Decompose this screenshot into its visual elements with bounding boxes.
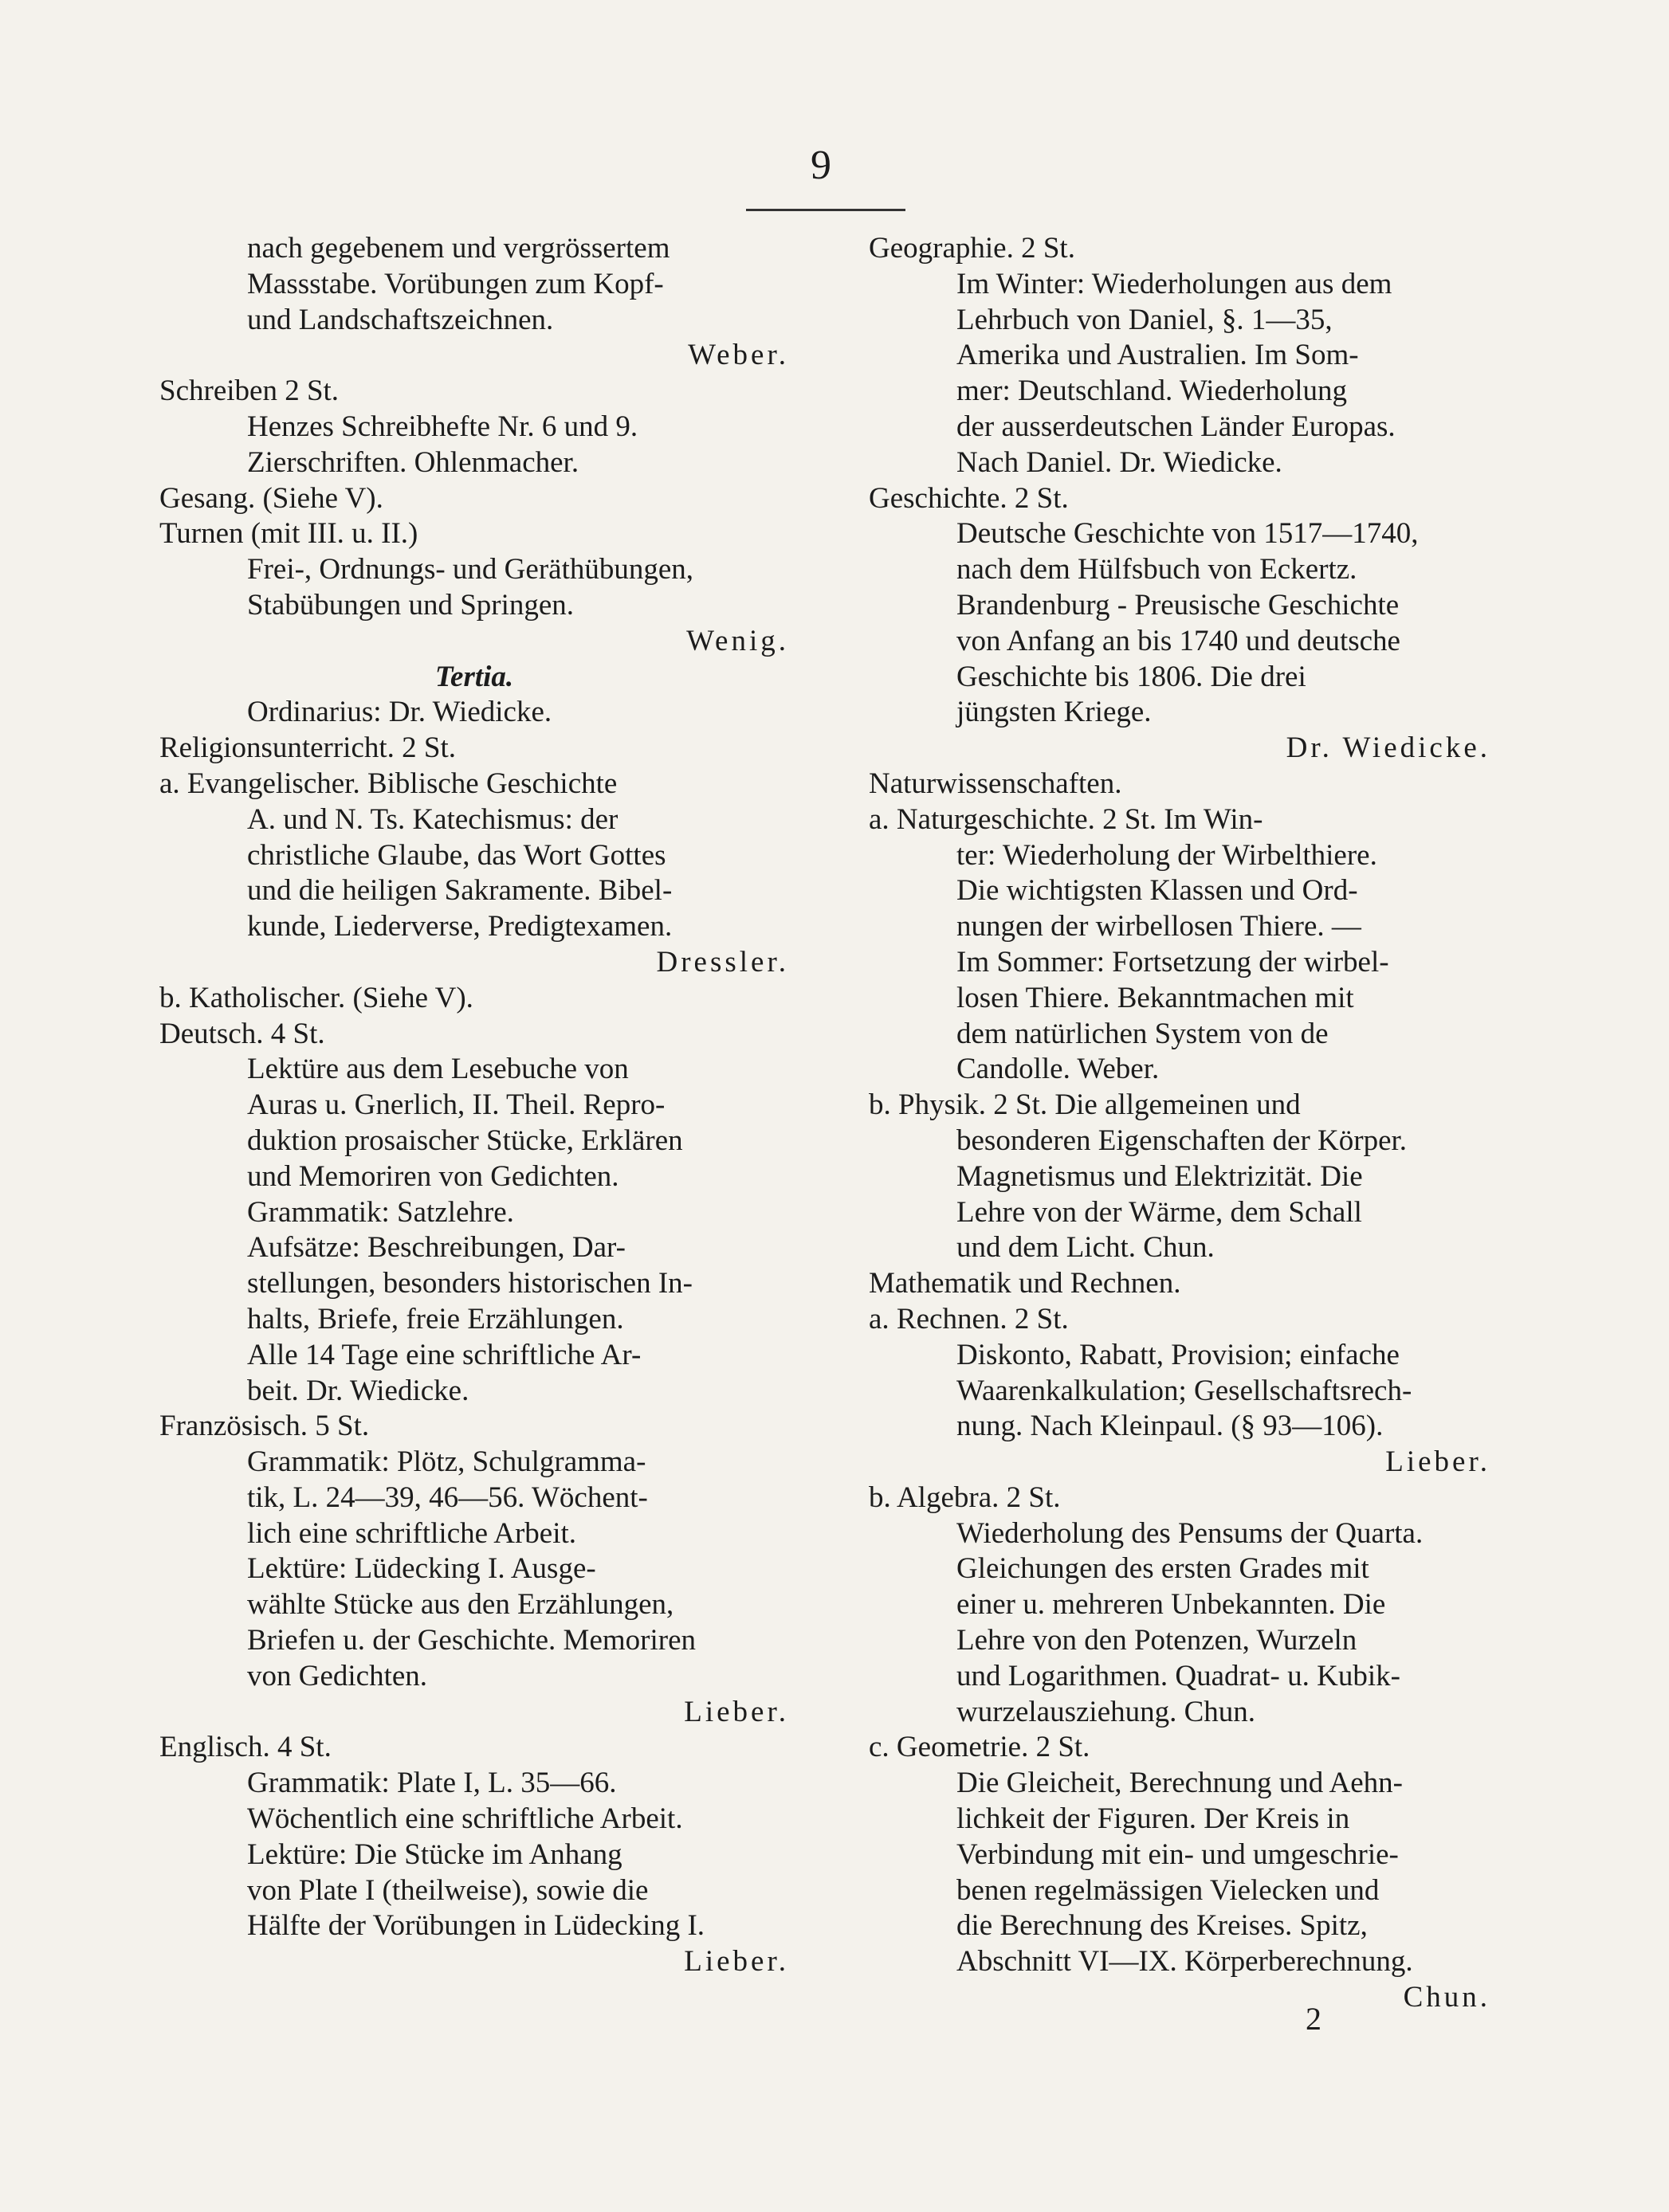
text-line: einer u. mehreren Unbekannten. Die (956, 1588, 1386, 1622)
text-line: b. Algebra. 2 St. (869, 1481, 1061, 1514)
text-line: Lektüre: Lüdecking I. Ausge- (247, 1552, 596, 1586)
text-line: kunde, Liederverse, Predigtexamen. (247, 910, 673, 943)
text-line: Abschnitt VI—IX. Körperberechnung. (956, 1945, 1413, 1979)
text-line: halts, Briefe, freie Erzählungen. (247, 1302, 624, 1335)
text-line: A. und N. Ts. Katechismus: der (247, 802, 619, 836)
text-line: ter: Wiederholung der Wirbelthiere. (956, 838, 1377, 872)
text-line: nung. Nach Kleinpaul. (§ 93—106). (956, 1410, 1384, 1443)
text-line: Diskonto, Rabatt, Provision; einfache (956, 1338, 1400, 1371)
text-line: Lieber. (684, 1945, 789, 1979)
signature-mark: 2 (1306, 2001, 1321, 2037)
text-line: Mathematik und Rechnen. (869, 1267, 1181, 1300)
text-line: Geschichte bis 1806. Die drei (956, 660, 1306, 693)
text-line: Henzes Schreibhefte Nr. 6 und 9. (247, 410, 638, 443)
text-line: Deutsch. 4 St. (159, 1017, 325, 1050)
text-line: Waarenkalkulation; Gesellschaftsrech- (956, 1374, 1412, 1407)
text-line: Religionsunterricht. 2 St. (159, 731, 457, 765)
text-line: a. Rechnen. 2 St. (869, 1302, 1069, 1335)
text-line: jüngsten Kriege. (956, 696, 1152, 729)
text-line: Stabübungen und Springen. (247, 588, 575, 622)
text-line: Brandenburg - Preusische Geschichte (956, 588, 1400, 622)
text-line: tik, L. 24—39, 46—56. Wöchent- (247, 1481, 648, 1514)
text-line: Französisch. 5 St. (159, 1410, 370, 1443)
page-number-rule (746, 209, 905, 211)
text-line: lich eine schriftliche Arbeit. (247, 1516, 577, 1550)
text-line: und Logarithmen. Quadrat- u. Kubik- (956, 1659, 1400, 1692)
text-line: Turnen (mit III. u. II.) (159, 517, 418, 551)
text-line: Frei-, Ordnungs- und Geräthübungen, (247, 553, 694, 586)
text-line: und Landschaftszeichnen. (247, 303, 554, 336)
text-line: Lehrbuch von Daniel, §. 1—35, (956, 303, 1333, 336)
text-line: stellungen, besonders historischen In- (247, 1267, 693, 1300)
text-line: Gleichungen des ersten Grades mit (956, 1552, 1369, 1586)
text-line: Dr. Wiedicke. (1286, 731, 1490, 765)
text-line: Lehre von der Wärme, dem Schall (956, 1195, 1362, 1229)
text-line: Auras u. Gnerlich, II. Theil. Repro- (247, 1088, 666, 1122)
text-line: Grammatik: Plate I, L. 35—66. (247, 1767, 617, 1800)
text-line: von Anfang an bis 1740 und deutsche (956, 624, 1400, 657)
text-line: Tertia. (434, 660, 514, 693)
text-line: nungen der wirbellosen Thiere. — (956, 910, 1361, 943)
text-line: Wöchentlich eine schriftliche Arbeit. (247, 1802, 683, 1836)
text-line: mer: Deutschland. Wiederholung (956, 375, 1347, 408)
text-line: a. Naturgeschichte. 2 St. Im Win- (869, 802, 1263, 836)
text-line: christliche Glaube, das Wort Gottes (247, 838, 666, 872)
text-line: Die wichtigsten Klassen und Ord- (956, 874, 1358, 908)
text-line: Lieber. (1385, 1445, 1490, 1479)
text-line: Grammatik: Plötz, Schulgramma- (247, 1445, 646, 1479)
text-line: Massstabe. Vorübungen zum Kopf- (247, 267, 664, 300)
text-line: Zierschriften. Ohlenmacher. (247, 445, 579, 479)
text-line: b. Katholischer. (Siehe V). (159, 981, 473, 1014)
text-line: Alle 14 Tage eine schriftliche Ar- (247, 1338, 642, 1371)
text-line: c. Geometrie. 2 St. (869, 1731, 1090, 1764)
text-line: Candolle. Weber. (956, 1053, 1160, 1086)
text-line: Magnetismus und Elektrizität. Die (956, 1159, 1363, 1193)
text-line: Ordinarius: Dr. Wiedicke. (247, 696, 552, 729)
text-line: Amerika und Australien. Im Som- (956, 339, 1359, 372)
text-line: Chun. (1403, 1981, 1490, 2014)
text-line: nach dem Hülfsbuch von Eckertz. (956, 553, 1357, 586)
text-line: Naturwissenschaften. (869, 767, 1122, 800)
text-line: Geschichte. 2 St. (869, 481, 1069, 515)
text-line: Grammatik: Satzlehre. (247, 1195, 514, 1229)
text-line: Lieber. (684, 1695, 789, 1728)
text-line: Geographie. 2 St. (869, 232, 1075, 265)
text-line: Briefen u. der Geschichte. Memoriren (247, 1624, 697, 1657)
right-column (869, 231, 1490, 2016)
text-line: Wiederholung des Pensums der Quarta. (956, 1516, 1424, 1550)
text-line: Aufsätze: Beschreibungen, Dar- (247, 1231, 626, 1265)
text-line: a. Evangelischer. Biblische Geschichte (159, 767, 618, 800)
text-line: Lektüre aus dem Lesebuche von (247, 1053, 629, 1086)
text-line: Wenig. (686, 624, 789, 657)
text-line: Hälfte der Vorübungen in Lüdecking I. (247, 1909, 705, 1943)
text-line: dem natürlichen System von de (956, 1017, 1329, 1050)
text-line: b. Physik. 2 St. Die allgemeinen und (869, 1088, 1301, 1122)
text-line: von Gedichten. (247, 1659, 428, 1692)
text-line: von Plate I (theilweise), sowie die (247, 1873, 649, 1907)
text-line: Lehre von den Potenzen, Wurzeln (956, 1624, 1357, 1657)
text-line: Englisch. 4 St. (159, 1731, 332, 1764)
text-line: wählte Stücke aus den Erzählungen, (247, 1588, 674, 1622)
text-line: Schreiben 2 St. (159, 375, 340, 408)
text-line: Weber. (688, 339, 789, 372)
text-line: nach gegebenem und vergrössertem (247, 232, 670, 265)
text-line: duktion prosaischer Stücke, Erklären (247, 1124, 683, 1157)
text-line: der ausserdeutschen Länder Europas. (956, 410, 1396, 443)
text-line: beit. Dr. Wiedicke. (247, 1374, 469, 1407)
text-line: Gesang. (Siehe V). (159, 481, 383, 515)
text-line: Im Sommer: Fortsetzung der wirbel- (956, 945, 1389, 979)
text-line: besonderen Eigenschaften der Körper. (956, 1124, 1408, 1157)
text-line: wurzelausziehung. Chun. (956, 1695, 1256, 1728)
page-number: 9 (811, 143, 831, 188)
text-line: und Memoriren von Gedichten. (247, 1159, 619, 1193)
text-line: und die heiligen Sakramente. Bibel- (247, 874, 673, 908)
text-line: Deutsche Geschichte von 1517—1740, (956, 517, 1419, 551)
text-line: die Berechnung des Kreises. Spitz, (956, 1909, 1368, 1943)
text-line: Dressler. (656, 945, 789, 979)
text-line: Lektüre: Die Stücke im Anhang (247, 1837, 622, 1871)
text-line: benen regelmässigen Vielecken und (956, 1873, 1380, 1907)
text-line: lichkeit der Figuren. Der Kreis in (956, 1802, 1350, 1836)
left-column (159, 231, 789, 1980)
text-line: Die Gleicheit, Berechnung und Aehn- (956, 1767, 1403, 1800)
text-line: Nach Daniel. Dr. Wiedicke. (956, 445, 1282, 479)
text-line: Im Winter: Wiederholungen aus dem (956, 267, 1392, 300)
text-line: Verbindung mit ein- und umgeschrie- (956, 1837, 1399, 1871)
text-line: und dem Licht. Chun. (956, 1231, 1215, 1265)
text-line: losen Thiere. Bekanntmachen mit (956, 981, 1354, 1014)
